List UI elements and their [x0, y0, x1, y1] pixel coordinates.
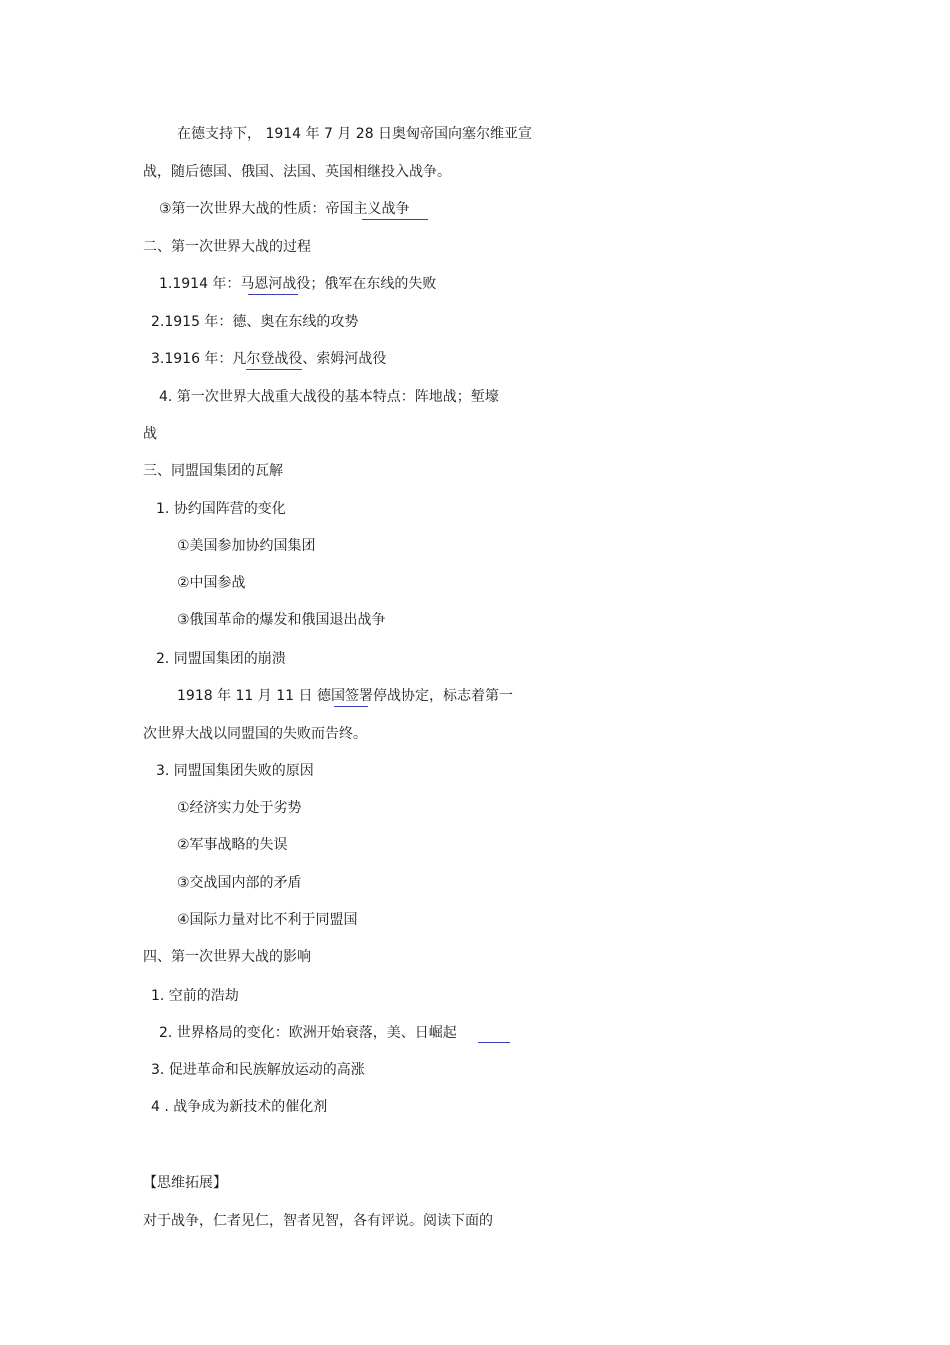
- text-line-3: ③第一次世界大战的性质：帝国主义战争: [159, 201, 410, 217]
- section-heading-3: 三、同盟国集团的瓦解: [143, 463, 283, 479]
- text-line-19: ①经济实力处于劣势: [177, 800, 302, 816]
- text-line-22: ④国际力量对比不利于同盟国: [177, 912, 358, 928]
- text-line-1: 在德支持下， 1914 年 7 月 28 日奥匈帝国向塞尔维亚宣: [177, 126, 533, 142]
- text-line-14: ③俄国革命的爆发和俄国退出战争: [177, 612, 386, 628]
- text-line-18: 3. 同盟国集团失败的原因: [156, 763, 314, 779]
- text-line-26: 3. 促进革命和民族解放运动的高涨: [151, 1062, 365, 1078]
- text-line-20: ②军事战略的失误: [177, 837, 288, 853]
- text-line-2: 战，随后德国、俄国、法国、英国相继投入战争。: [143, 164, 451, 180]
- text-line-9: 战: [143, 426, 157, 442]
- underline-1: [362, 219, 428, 220]
- text-line-27: 4 . 战争成为新技术的催化剂: [151, 1099, 328, 1115]
- section-heading-2: 二、第一次世界大战的过程: [143, 239, 311, 255]
- text-line-16: 1918 年 11 月 11 日 德国签署停战协定，标志着第一: [177, 688, 513, 704]
- section-heading-4: 四、第一次世界大战的影响: [143, 949, 311, 965]
- text-line-11: 1. 协约国阵营的变化: [156, 501, 286, 517]
- underline-4: [334, 706, 368, 707]
- text-line-15: 2. 同盟国集团的崩溃: [156, 651, 286, 667]
- text-line-5: 1.1914 年：马恩河战役；俄军在东线的失败: [159, 276, 437, 292]
- underline-2: [248, 294, 298, 295]
- text-line-12: ①美国参加协约国集团: [177, 538, 316, 554]
- text-line-6: 2.1915 年：德、奥在东线的攻势: [151, 314, 359, 330]
- text-line-24: 1. 空前的浩劫: [151, 988, 239, 1004]
- text-line-7: 3.1916 年：凡尔登战役、索姆河战役: [151, 351, 387, 367]
- text-line-21: ③交战国内部的矛盾: [177, 875, 302, 891]
- text-line-25: 2. 世界格局的变化：欧洲开始衰落，美、日崛起: [159, 1025, 457, 1041]
- text-line-17: 次世界大战以同盟国的失败而告终。: [143, 726, 367, 742]
- underline-3: [246, 369, 302, 370]
- text-line-8: 4. 第一次世界大战重大战役的基本特点：阵地战；堑壕: [159, 389, 499, 405]
- text-line-13: ②中国参战: [177, 575, 246, 591]
- underline-5: [478, 1042, 510, 1043]
- text-line-29: 对于战争，仁者见仁，智者见智，各有评说。阅读下面的: [143, 1213, 493, 1229]
- thinking-extension-heading: 【思维拓展】: [143, 1175, 227, 1191]
